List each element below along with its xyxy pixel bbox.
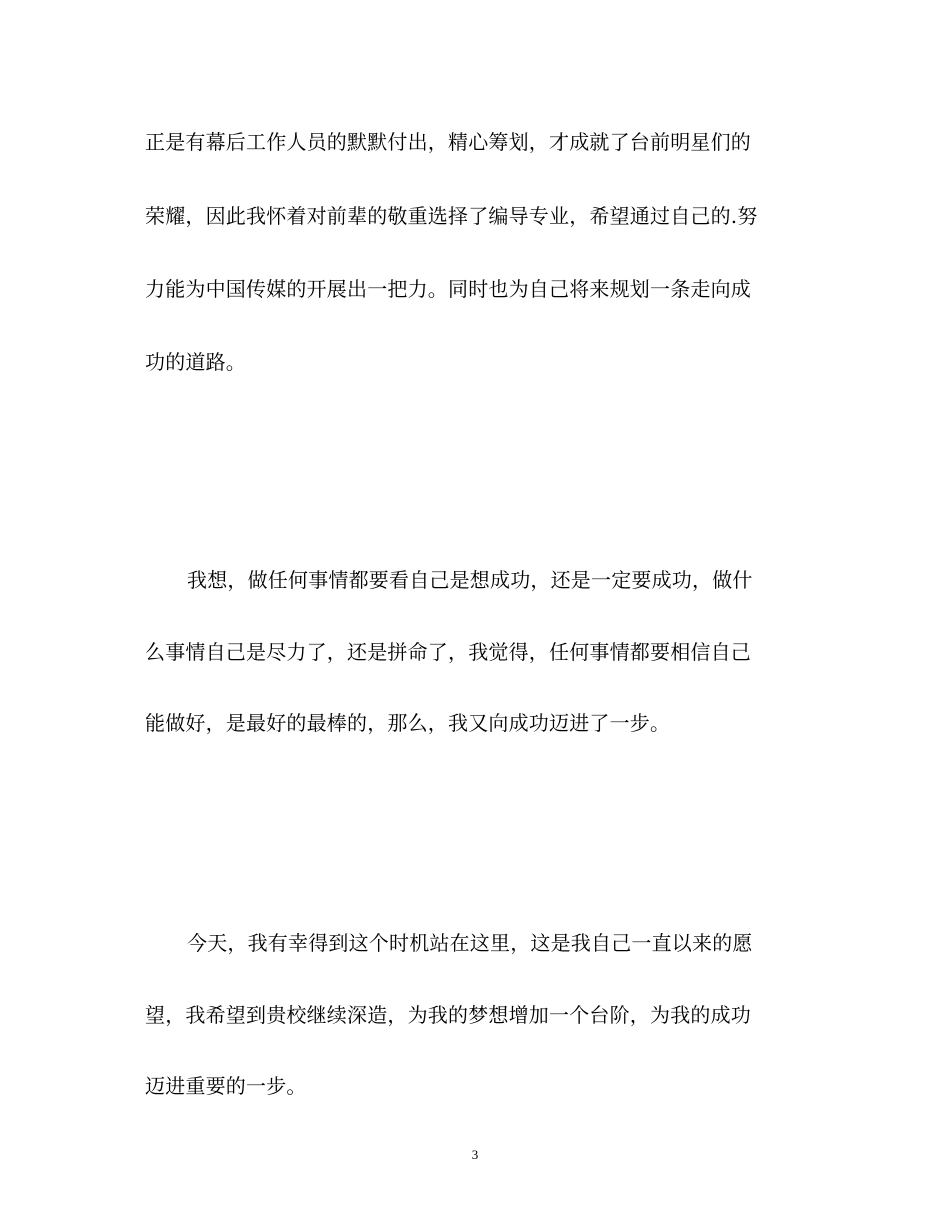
paragraph-2-line-3: 能做好，是最好的最棒的，那么，我又向成功迈进了一步。	[145, 711, 671, 735]
paragraph-2-line-2: 么事情自己是尽力了，还是拼命了，我觉得，任何事情都要相信自己	[145, 640, 751, 664]
paragraph-3-line-1: 今天，我有幸得到这个时机站在这里，这是我自己一直以来的愿	[187, 931, 753, 955]
paragraph-1-line-3: 力能为中国传媒的开展出一把力。同时也为自己将来规划一条走向成	[145, 277, 751, 301]
page-number: 3	[471, 1147, 479, 1162]
paragraph-3-line-2: 望，我希望到贵校继续深造，为我的梦想增加一个台阶，为我的成功	[145, 1003, 751, 1027]
paragraph-1-line-1: 正是有幕后工作人员的默默付出，精心筹划，才成就了台前明星们的	[145, 130, 751, 154]
paragraph-1-line-4: 功的道路。	[145, 350, 246, 374]
paragraph-3-line-3: 迈进重要的一步。	[145, 1074, 307, 1098]
paragraph-1-line-2: 荣耀，因此我怀着对前辈的敬重选择了编导专业，希望通过自己的.努	[145, 204, 758, 228]
paragraph-2-line-1: 我想，做任何事情都要看自己是想成功，还是一定要成功，做什	[187, 568, 753, 592]
